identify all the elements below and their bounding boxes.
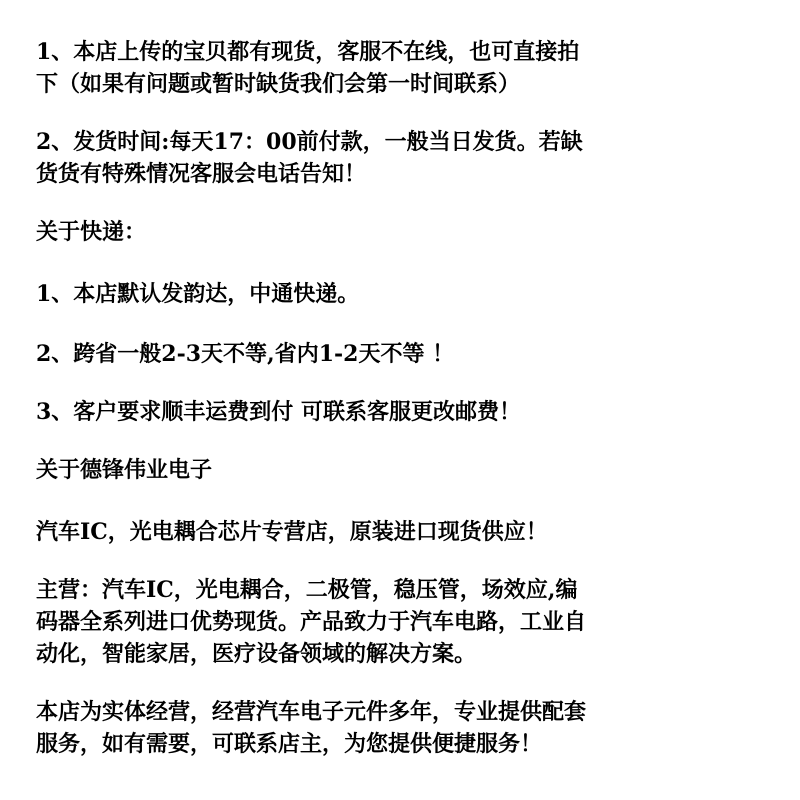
- notice-paragraph-2-line-1: 2、发货时间:每天17：00前付款，一般当日发货。若缺: [36, 129, 583, 155]
- company-tagline: 汽车IC，光电耦合芯片专营店，原装进口现货供应！: [36, 519, 548, 545]
- notice-paragraph-1-line-2: 下（如果有问题或暂时缺货我们会第一时间联系）: [36, 71, 521, 97]
- company-heading: 关于德锋伟业电子: [36, 457, 213, 483]
- notice-paragraph-2-line-2: 货货有特殊情况客服会电话告知！: [36, 161, 367, 187]
- closing-line-2: 服务，如有需要，可联系店主，为您提供便捷服务！: [36, 731, 543, 757]
- main-business-line-1: 主营：汽车IC，光电耦合，二极管，稳压管，场效应,编: [36, 577, 578, 603]
- express-heading: 关于快递：: [36, 219, 147, 245]
- express-item-1: 1、本店默认发韵达，中通快递。: [36, 281, 360, 307]
- notice-paragraph-1-line-1: 1、本店上传的宝贝都有现货，客服不在线，也可直接拍: [36, 39, 580, 65]
- express-item-3: 3、客户要求顺丰运费到付 可联系客服更改邮费！: [36, 399, 521, 425]
- closing-line-1: 本店为实体经营，经营汽车电子元件多年，专业提供配套: [36, 699, 587, 725]
- express-item-2: 2、跨省一般2-3天不等,省内1-2天不等 ！: [36, 341, 455, 367]
- main-business-line-3: 动化，智能家居，医疗设备领域的解决方案。: [36, 641, 477, 667]
- main-business-line-2: 码器全系列进口优势现货。产品致力于汽车电路，工业自: [36, 609, 587, 635]
